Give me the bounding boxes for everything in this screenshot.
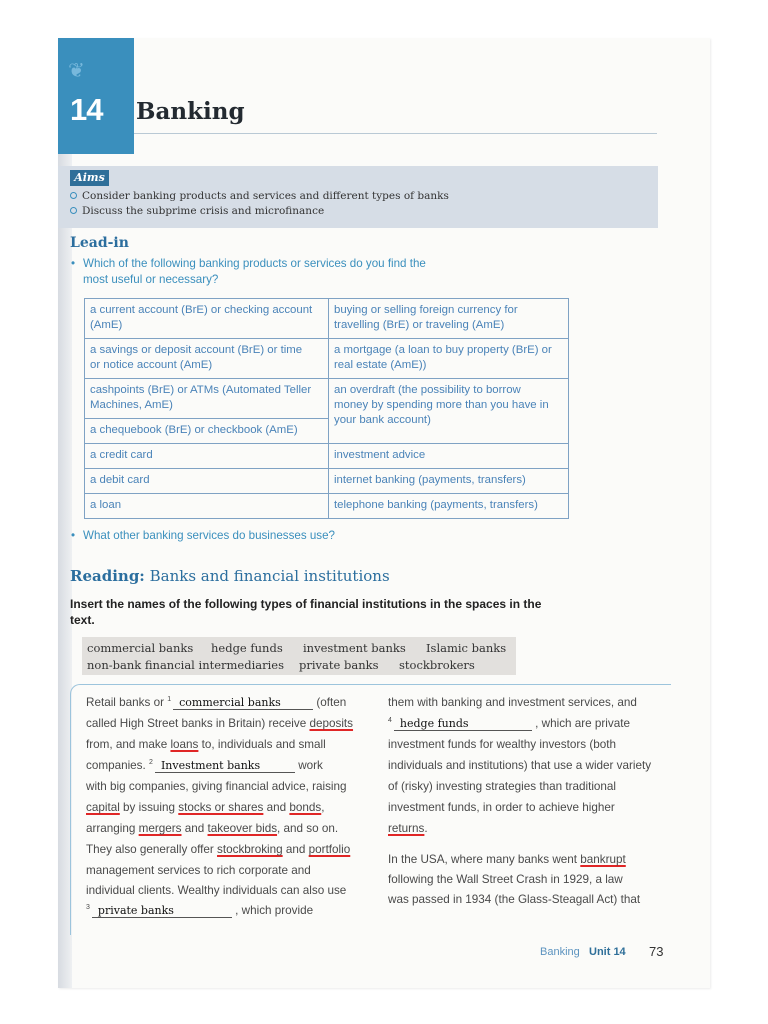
answer-blank-2[interactable]: Investment banks: [155, 759, 295, 773]
text-line: from, and make loans to, individuals and small: [86, 738, 326, 751]
underlined-term: returns: [388, 822, 425, 835]
answer-blank-3[interactable]: private banks: [92, 904, 232, 918]
aims-list: [70, 189, 449, 219]
table-row: [85, 379, 569, 419]
table-row: [85, 444, 569, 469]
word-box-item: commercial banks: [87, 641, 194, 655]
circle-bullet-icon: [70, 192, 77, 199]
text-line: investment funds for wealthy investors (both: [388, 738, 617, 751]
text-line: management services to rich corporate and: [86, 864, 311, 877]
table-cell: cashpoints (BrE) or ATMs (Automated Teller Machines, AmE): [85, 379, 329, 419]
table-row: [85, 494, 569, 519]
table-cell: a current account (BrE) or checking account (AmE): [85, 299, 329, 339]
title-divider: [134, 133, 657, 134]
lead-in-question: • Which of the following banking products or services do you find the most useful or necessary?: [71, 257, 426, 286]
text-line: with big companies, giving financial advice, raising: [86, 780, 347, 793]
table-cell: an overdraft (the possibility to borrow money by spending more than you have in your bank account): [329, 379, 569, 444]
table-cell: a debit card: [85, 469, 329, 494]
text-line: They also generally offer stockbroking and portfolio: [86, 843, 351, 856]
footer-unit-label: Unit 14: [589, 946, 626, 958]
underlined-term: mergers: [138, 822, 182, 835]
bullet-icon: •: [71, 529, 76, 542]
table-row: [85, 299, 569, 339]
word-box-item: investment banks: [303, 641, 406, 655]
text-line: investment funds, in order to achieve higher: [388, 801, 615, 814]
table-cell: internet banking (payments, transfers): [329, 469, 569, 494]
business-services-question: • What other banking services do businesses use?: [71, 529, 335, 542]
underlined-term: stockbroking: [217, 843, 283, 856]
banking-services-table: [84, 298, 569, 519]
word-box-item: private banks: [299, 658, 379, 672]
text-line: returns.: [388, 822, 428, 835]
table-cell: telephone banking (payments, transfers): [329, 494, 569, 519]
aims-item: Discuss the subprime crisis and microfinance: [70, 204, 449, 219]
answer-blank-1[interactable]: commercial banks: [173, 696, 313, 710]
unit-title: Banking: [136, 98, 245, 125]
text-line: arranging mergers and takeover bids, and so on.: [86, 822, 339, 835]
underlined-term: takeover bids: [207, 822, 278, 835]
word-box-item: stockbrokers: [399, 658, 475, 672]
answer-blank-4[interactable]: hedge funds: [394, 717, 532, 731]
reading-instruction: Insert the names of the following types of financial institutions in the spaces in the text.: [70, 597, 542, 627]
underlined-term: loans: [170, 738, 199, 751]
table-cell: buying or selling foreign currency for travelling (BrE) or traveling (AmE): [329, 299, 569, 339]
underlined-term: capital: [86, 801, 120, 814]
lead-in-heading: Lead-in: [70, 235, 129, 251]
circle-bullet-icon: [70, 207, 77, 214]
text-line: individual clients. Wealthy individuals can also use: [86, 884, 347, 897]
reading-heading: Reading: Banks and financial institutions: [70, 567, 390, 585]
aims-item: Consider banking products and services and different types of banks: [70, 189, 449, 204]
text-line: called High Street banks in Britain) receive deposits: [86, 717, 354, 730]
text-line: of (risky) investing strategies than traditional: [388, 780, 617, 793]
underlined-term: stocks or shares: [178, 801, 264, 814]
text-line: individuals and institutions) that use a wider variety: [388, 759, 652, 772]
text-line: In the USA, where many banks went bankrupt: [388, 853, 626, 866]
bullet-icon: •: [71, 257, 76, 270]
text-line: $^4$ hedge funds , which are private: [388, 717, 630, 730]
table-cell: a savings or deposit account (BrE) or time or notice account (AmE): [85, 339, 329, 379]
text-line: them with banking and investment services, and: [388, 696, 637, 709]
table-cell: investment advice: [329, 444, 569, 469]
text-line: was passed in 1934 (the Glass-Steagall Act) that: [388, 893, 641, 906]
text-line: following the Wall Street Crash in 1929, a law: [388, 873, 623, 886]
text-line: capital by issuing stocks or shares and bonds,: [86, 801, 325, 814]
table-cell: a loan: [85, 494, 329, 519]
page-number: 73: [649, 944, 664, 959]
word-box-item: hedge funds: [211, 641, 283, 655]
footer-section-title: Banking: [540, 946, 580, 958]
leaf-icon: ❦: [68, 58, 85, 82]
text-line: $^3$ private banks , which provide: [86, 904, 314, 917]
table-row: [85, 469, 569, 494]
table-row: [85, 339, 569, 379]
unit-number: 14: [70, 92, 103, 127]
aims-label: Aims: [70, 170, 109, 186]
underlined-term: deposits: [309, 717, 354, 730]
word-box-item: non-bank financial intermediaries: [87, 658, 285, 672]
table-cell: a credit card: [85, 444, 329, 469]
table-cell: a mortgage (a loan to buy property (BrE) or real estate (AmE)): [329, 339, 569, 379]
underlined-term: portfolio: [308, 843, 351, 856]
word-box-item: Islamic banks: [426, 641, 507, 655]
underlined-term: bonds: [289, 801, 322, 814]
text-line: Retail banks or $^1$ commercial banks (often: [86, 696, 347, 709]
table-cell: a chequebook (BrE) or checkbook (AmE): [85, 419, 329, 444]
text-line: companies. $^2$ Investment banks work: [86, 759, 323, 772]
underlined-term: bankrupt: [580, 853, 626, 866]
